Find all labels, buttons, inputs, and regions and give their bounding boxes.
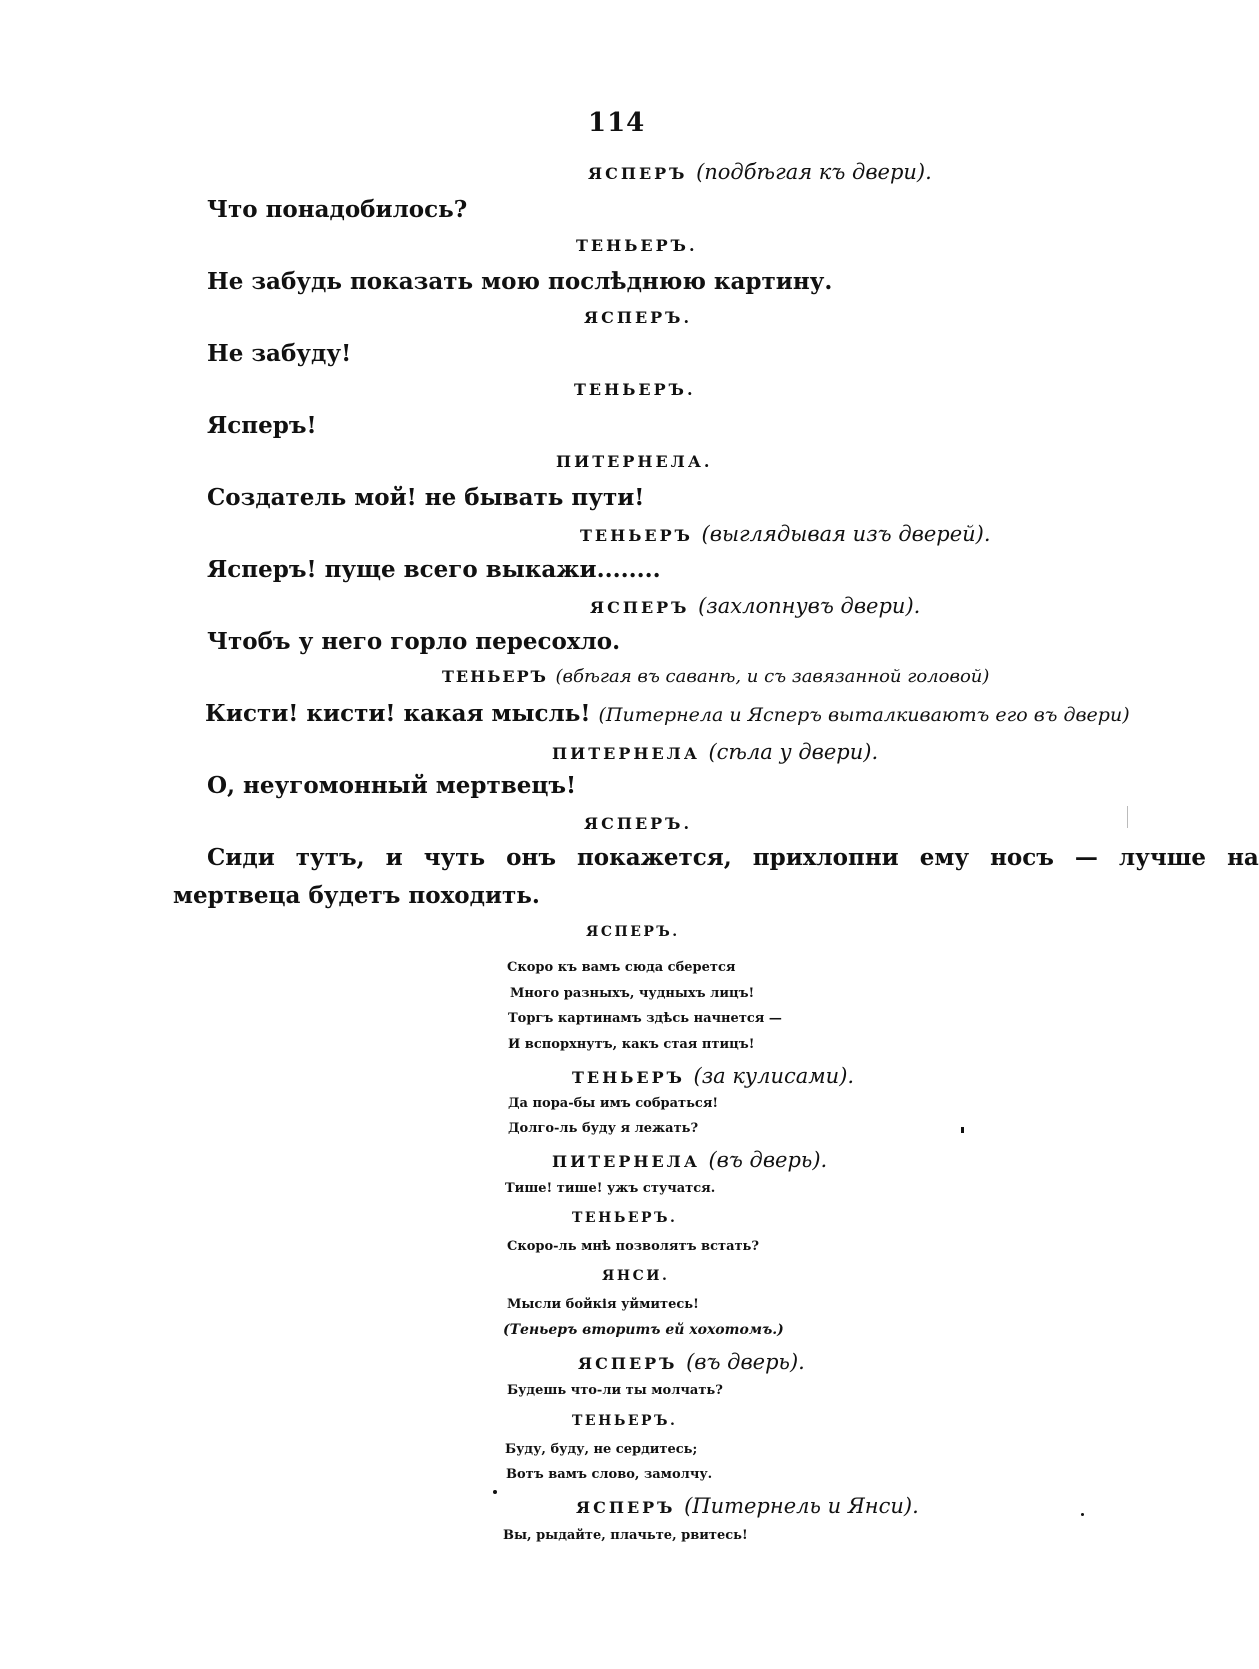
speaker-name: ЯСПЕРЪ: [576, 1498, 676, 1517]
speaker-heading: ТЕНЬЕРЪ.: [572, 1210, 678, 1226]
speaker-heading: ТЕНЬЕРЪ.: [576, 236, 698, 255]
verse-line: И вспорхнутъ, какъ стая птицъ!: [508, 1037, 755, 1052]
speaker-heading: ЯНСИ.: [602, 1268, 670, 1284]
speaker-heading: [552, 740, 878, 764]
dialogue-text: Кисти! кисти! какая мысль!: [205, 700, 591, 727]
speaker-name: ПИТЕРНЕЛА: [552, 1152, 700, 1171]
dialogue-line: О, неугомонный мертвецъ!: [207, 772, 577, 799]
stage-direction: (вбѣгая въ саванѣ, и съ завязанной головой): [555, 666, 990, 687]
speaker-name: ПИТЕРНЕЛА: [552, 744, 700, 763]
stage-direction: (захлопнувъ двери).: [698, 594, 921, 618]
scan-mark: [1127, 806, 1128, 828]
dialogue-line: Не забудь показать мою послѣднюю картину.: [207, 268, 833, 295]
scan-speck: [493, 1490, 497, 1494]
verse-line: Да пора-бы имъ собраться!: [508, 1096, 719, 1111]
speaker-heading: [552, 1148, 827, 1172]
scan-speck: [1081, 1513, 1084, 1516]
stage-direction: (за кулисами).: [693, 1064, 855, 1088]
verse-line: Буду, буду, не сердитесь;: [505, 1442, 698, 1457]
speaker-heading: [588, 160, 932, 184]
page-number: 114: [588, 108, 646, 138]
verse-line: Долго-ль буду я лежать?: [508, 1121, 699, 1136]
scan-speck: [961, 1127, 964, 1133]
speaker-heading: ЯСПЕРЪ.: [584, 814, 693, 833]
speaker-heading: ТЕНЬЕРЪ.: [574, 380, 696, 399]
stage-direction: (подбѣгая къ двери).: [696, 160, 932, 184]
inline-stage-direction: (Питернела и Ясперъ выталкиваютъ его въ двери): [598, 704, 1130, 726]
verse-line: Вотъ вамъ слово, замолчу.: [506, 1467, 713, 1482]
speaker-heading: [572, 1064, 854, 1088]
verse-line: Вы, рыдайте, плачьте, рвитесь!: [503, 1528, 748, 1543]
speaker-heading: [580, 522, 991, 546]
speaker-name: ЯСПЕРЪ: [578, 1354, 678, 1373]
verse-line: Скоро къ вамъ сюда сберется: [507, 960, 736, 975]
dialogue-line-continued: мертвеца будетъ походить.: [173, 882, 540, 909]
speaker-heading: [590, 594, 920, 618]
stage-note: (Теньеръ вторитъ ей хохотомъ.): [503, 1322, 784, 1338]
speaker-name: ТЕНЬЕРЪ: [580, 526, 693, 545]
stage-direction: (въ дверь).: [686, 1350, 805, 1374]
stage-direction: (Питернель и Янси).: [684, 1494, 919, 1518]
speaker-heading: ЯСПЕРЪ.: [584, 308, 693, 327]
verse-line: Мысли бойкія уймитесь!: [507, 1297, 699, 1312]
dialogue-line: Не забуду!: [207, 340, 352, 367]
speaker-name: ТЕНЬЕРЪ: [572, 1068, 685, 1087]
stage-direction: (сѣла у двери).: [708, 740, 879, 764]
speaker-heading: [578, 1350, 805, 1374]
speaker-heading: [442, 666, 989, 687]
speaker-heading: ПИТЕРНЕЛА.: [556, 452, 713, 471]
dialogue-line: Чтобъ у него горло пересохло.: [207, 628, 621, 655]
speaker-name: ТЕНЬЕРЪ: [442, 667, 548, 686]
verse-line: Много разныхъ, чудныхъ лицъ!: [510, 986, 755, 1001]
speaker-heading: ТЕНЬЕРЪ.: [572, 1413, 678, 1429]
dialogue-line: Создатель мой! не бывать пути!: [207, 484, 645, 511]
speaker-heading: ЯСПЕРЪ.: [586, 924, 680, 940]
stage-direction: (выглядывая изъ дверей).: [701, 522, 991, 546]
verse-line: Торгъ картинамъ здѣсь начнется —: [508, 1011, 782, 1026]
verse-line: Будешь что-ли ты молчать?: [507, 1383, 723, 1398]
stage-direction: (въ дверь).: [708, 1148, 828, 1172]
dialogue-line: Что понадобилось?: [207, 196, 468, 223]
dialogue-line: [205, 700, 1130, 727]
dialogue-line: Сиди тутъ, и чуть онъ покажется, прихлопни ему носъ — лучше на: [207, 844, 1259, 871]
verse-line: Скоро-ль мнѣ позволятъ встать?: [507, 1239, 759, 1254]
speaker-heading: [576, 1494, 919, 1518]
speaker-name: ЯСПЕРЪ: [590, 598, 690, 617]
dialogue-line: Ясперъ!: [207, 412, 317, 439]
speaker-name: ЯСПЕРЪ: [588, 164, 688, 183]
verse-line: Тише! тише! ужъ стучатся.: [505, 1181, 716, 1196]
dialogue-line: Ясперъ! пуще всего выкажи........: [207, 556, 661, 583]
